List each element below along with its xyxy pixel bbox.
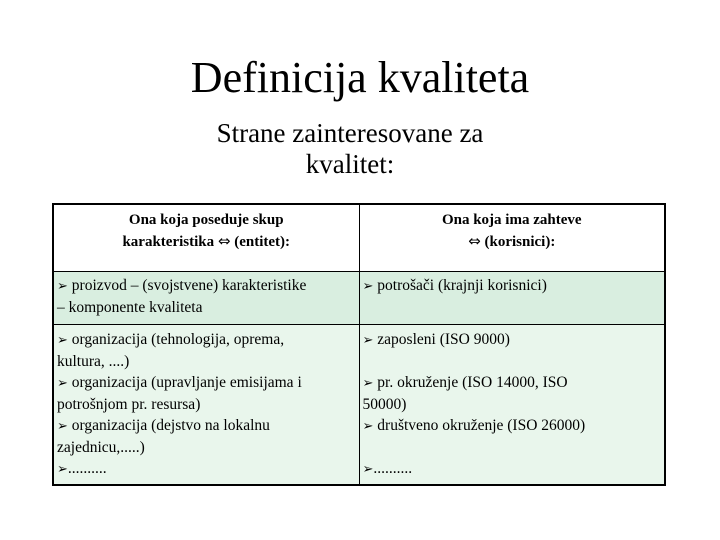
- table-row: [53, 325, 665, 486]
- org-ellipsis: ..........: [67, 460, 107, 477]
- list-item: [363, 329, 662, 351]
- org-2-line-2: potrošnjom pr. resursa): [57, 396, 201, 413]
- arrow-bullet-icon: ➢: [57, 279, 68, 294]
- cell-environment: [359, 325, 665, 486]
- environment-line-2: 50000): [362, 396, 407, 413]
- spacer: [363, 351, 662, 372]
- arrow-bullet-icon: ➢: [362, 462, 374, 477]
- arrow-bullet-icon: ➢: [57, 419, 68, 434]
- table-header-row: [53, 204, 665, 272]
- org-3-line-1: organizacija (dejstvo na lokalnu: [67, 417, 270, 434]
- env-ellipsis: ..........: [373, 460, 413, 477]
- cell-product: [53, 272, 359, 325]
- arrow-bullet-icon: ➢: [362, 376, 374, 391]
- header-entity-suffix: (entitet):: [230, 234, 291, 250]
- double-arrow-icon: ⇔: [468, 232, 481, 250]
- org-2-line-1: organizacija (upravljanje emisijama i: [67, 374, 302, 391]
- arrow-bullet-icon: ➢: [57, 376, 68, 391]
- cell-organization: [53, 325, 359, 486]
- list-item: [363, 458, 662, 480]
- product-line-2: – komponente kvaliteta: [57, 299, 203, 316]
- arrow-bullet-icon: ➢: [57, 462, 68, 477]
- header-users-line-2: [363, 231, 662, 253]
- table-row: [53, 272, 665, 325]
- header-users-suffix: (korisnici):: [480, 234, 556, 250]
- org-1-line-1: organizacija (tehnologija, oprema,: [67, 331, 285, 348]
- list-item: [57, 458, 356, 480]
- stakeholder-table: [52, 203, 666, 486]
- subtitle-line-1: Strane zainteresovane za: [216, 118, 484, 148]
- header-entity-line-1: Ona koja poseduje skup: [128, 212, 284, 228]
- double-arrow-icon: ⇔: [217, 232, 231, 250]
- header-entity-label: karakteristika: [122, 234, 218, 250]
- list-item: [57, 415, 356, 437]
- social-line: društveno okruženje (ISO 26000): [373, 417, 586, 434]
- list-item: [57, 275, 356, 297]
- consumers-line: potrošači (krajnji korisnici): [373, 277, 547, 294]
- arrow-bullet-icon: ➢: [362, 279, 374, 294]
- employees-line: zaposleni (ISO 9000): [373, 331, 510, 348]
- header-entity-line-2: [57, 231, 356, 253]
- spacer: [363, 437, 662, 458]
- list-item: [57, 372, 356, 394]
- header-cell-entity: [53, 204, 359, 272]
- subtitle: [190, 118, 510, 180]
- subtitle-line-2: kvalitet:: [305, 149, 395, 179]
- header-cell-users: [359, 204, 665, 272]
- list-item: [363, 415, 662, 437]
- list-item: [57, 329, 356, 351]
- arrow-bullet-icon: ➢: [362, 333, 374, 348]
- header-users-line-1: Ona koja ima zahteve: [441, 212, 582, 228]
- list-item: [363, 275, 662, 297]
- page-title: Definicija kvaliteta: [190, 53, 530, 102]
- org-1-line-2: kultura, ....): [57, 353, 130, 370]
- arrow-bullet-icon: ➢: [57, 333, 68, 348]
- arrow-bullet-icon: ➢: [362, 419, 374, 434]
- product-line-1: proizvod – (svojstvene) karakteristike: [67, 277, 307, 294]
- org-3-line-2: zajednicu,.....): [57, 439, 145, 456]
- list-item: [363, 372, 662, 394]
- environment-line-1: pr. okruženje (ISO 14000, ISO: [373, 374, 568, 391]
- cell-consumers: [359, 272, 665, 325]
